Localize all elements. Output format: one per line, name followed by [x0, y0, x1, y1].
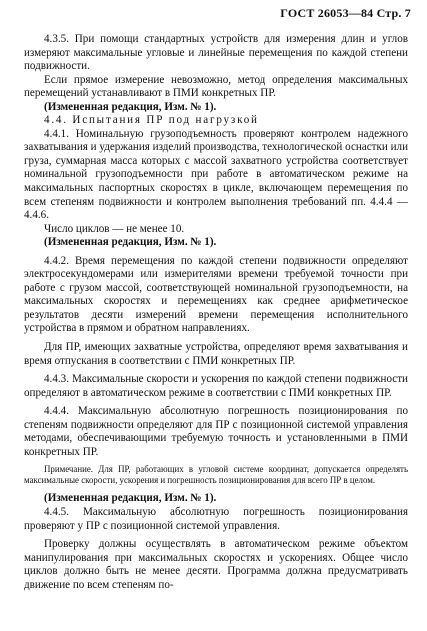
paragraph-4-4-3: 4.4.3. Максимальные скорости и ускорения по каждой степени подвижности определяют в автоматическом режиме в соответствии с ПМИ конкретных ПР.	[24, 373, 408, 399]
paragraph-4-4-1: 4.4.1. Номинальную грузоподъемность проверяют контролем надежного захватывания и удержания изделий производства, технологической оснастки или груза, суммарная масса которых с массой захватного устройства соответствует номинальной грузоподъемности при работе в автоматическом режиме на максимальных паспортных скоростях в цикле, включающем перемещения по всем степеням подвижности и контролем выполнения требований пп. 4.4.4 —4.4.6.	[24, 127, 409, 222]
paragraph-4-4-2: 4.4.2. Время перемещения по каждой степени подвижности определяют электросекундомерами или измерителями времени требуемой точности при работе с грузом массой, соответствующей номинальной грузоподъемности, на максимальных скоростях и перемещениях как среднее арифметическое результатов десяти измерений времени перемещения исполнительного устройства в прямом и обратном направлениях.	[24, 254, 408, 335]
amendment-note: (Измененная редакция, Изм. № 1).	[44, 236, 217, 249]
paragraph-4-4-4: 4.4.4. Максимальную абсолютную погрешность позиционирования по степеням подвижности определяют для ПР с позиционной системой управления методами, обеспечивающими требуемую точность и установленными в ПМИ конкретных ПР.	[24, 405, 408, 458]
document-body	[24, 33, 408, 592]
paragraph-gripper-time: Для ПР, имеющих захватные устройства, определяют время захватывания и время отпускания в соответствии с ПМИ конкретных ПР.	[24, 341, 408, 367]
amendment-note: (Измененная редакция, Изм. № 1).	[44, 492, 217, 505]
paragraph-direct-measurement: Если прямое измерение невозможно, метод определения максимальных перемещений устанавливают в ПМИ конкретных ПР.	[24, 73, 408, 100]
paragraph-check-procedure: Проверку должны осуществлять в автоматическом режиме объектом манипулирования при максимальных скоростях и ускорениях. Общее число циклов должно быть не менее десяти. Программа должна предусматривать движение по всем степеням по-	[24, 538, 408, 591]
page-header: ГОСТ 26053—84 Стр. 7	[280, 6, 411, 20]
paragraph-4-4-5: 4.4.5. Максимальную абсолютную погрешность позиционирования проверяют у ПР с позиционной системой управления.	[24, 505, 408, 532]
section-heading-4-4: 4.4. Испытания ПР под нагрузкой	[44, 114, 259, 127]
paragraph-cycle-count: Число циклов — не менее 10.	[44, 222, 185, 235]
paragraph-4-3-5: 4.3.5. При помощи стандартных устройств для измерения длин и углов измеряют максимальные угловые и линейные перемещения по каждой степени подвижности.	[24, 33, 408, 73]
amendment-note: (Измененная редакция, Изм. № 1).	[44, 100, 217, 113]
note-angular-coordinates: Примечание. Для ПР, работающих в угловой системе координат, допускается определять максимальные скорости, ускорения и погрешность позиционирования для всего ПР в целом.	[24, 464, 408, 485]
